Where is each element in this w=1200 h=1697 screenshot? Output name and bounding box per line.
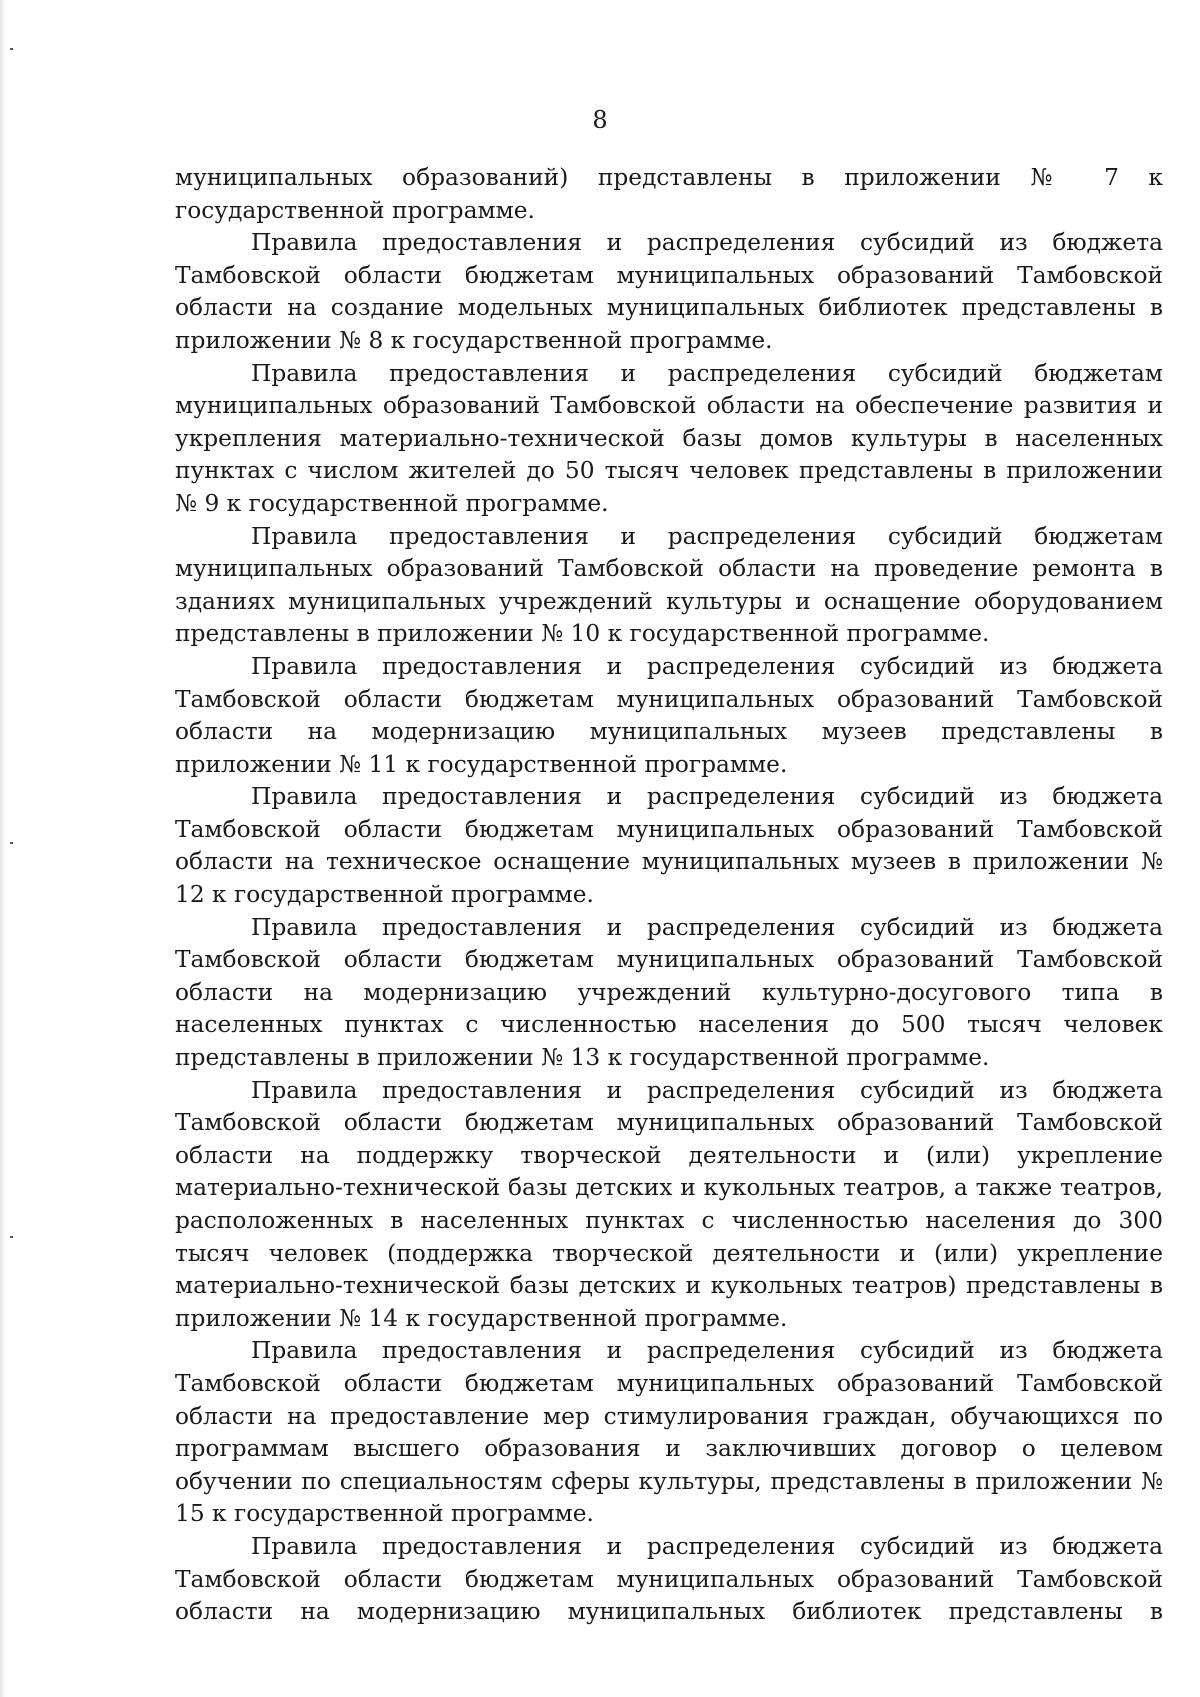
paragraph: Правила предоставления и распределения субсидий из бюджета Тамбовской области бюджетам муниципальных образований Тамбовской области на предоставление мер стимулирования граждан, обучающихся по программам высшего образования и заключивших договор о целевом обучении по специальностям сферы культуры, представлены в приложении № 15 к государственной программе.: [175, 1337, 1163, 1528]
scan-edge: [0, 0, 6, 1697]
paragraph: Правила предоставления и распределения субсидий из бюджета Тамбовской области бюджетам муниципальных образований Тамбовской области на техническое оснащение муниципальных музеев в приложении № 12 к государственной программе.: [175, 783, 1163, 909]
paragraph: Правила предоставления и распределения субсидий из бюджета Тамбовской области бюджетам муниципальных образований Тамбовской области на поддержку творческой деятельности и (или) укрепление материально-технической базы детских и кукольных театров, а также театров, расположенных в населенных пунктах с численностью населения до 300 тысяч человек (поддержка творческой деятельности и (или) укрепление материально-технической базы детских и кукольных театров) представлены в приложении № 14 к государственной программе.: [175, 1076, 1163, 1332]
paragraph: Правила предоставления и распределения субсидий бюджетам муниципальных образований Тамбовской области на проведение ремонта в зданиях муниципальных учреждений культуры и оснащение оборудованием представлены в приложении № 10 к государственной программе.: [175, 522, 1163, 648]
paragraph: Правила предоставления и распределения субсидий из бюджета Тамбовской области бюджетам муниципальных образований Тамбовской области на модернизацию муниципальных библиотек представлены в: [175, 1532, 1163, 1626]
paragraph: муниципальных образований) представлены в приложении № 7 к государственной программе.: [175, 164, 1163, 224]
scan-mark: [10, 48, 13, 50]
document-body: [175, 162, 1163, 1629]
page-number: 8: [592, 106, 608, 134]
paragraph: Правила предоставления и распределения субсидий из бюджета Тамбовской области бюджетам муниципальных образований Тамбовской области на создание модельных муниципальных библиотек представлены в приложении № 8 к государственной программе.: [175, 229, 1163, 354]
scan-mark: [10, 842, 13, 844]
scan-mark: [10, 1236, 13, 1238]
paragraph: Правила предоставления и распределения субсидий из бюджета Тамбовской области бюджетам муниципальных образований Тамбовской области на модернизацию муниципальных музеев представлены в приложении № 11 к государственной программе.: [175, 652, 1163, 778]
paragraph: Правила предоставления и распределения субсидий из бюджета Тамбовской области бюджетам муниципальных образований Тамбовской области на модернизацию учреждений культурно-досугового типа в населенных пунктах с численностью населения до 500 тысяч человек представлены в приложении № 13 к государственной программе.: [175, 913, 1163, 1072]
paragraph: Правила предоставления и распределения субсидий бюджетам муниципальных образований Тамбовской области на обеспечение развития и укрепления материально-технической базы домов культуры в населенных пунктах с числом жителей до 50 тысяч человек представлены в приложении № 9 к государственной программе.: [175, 359, 1163, 517]
